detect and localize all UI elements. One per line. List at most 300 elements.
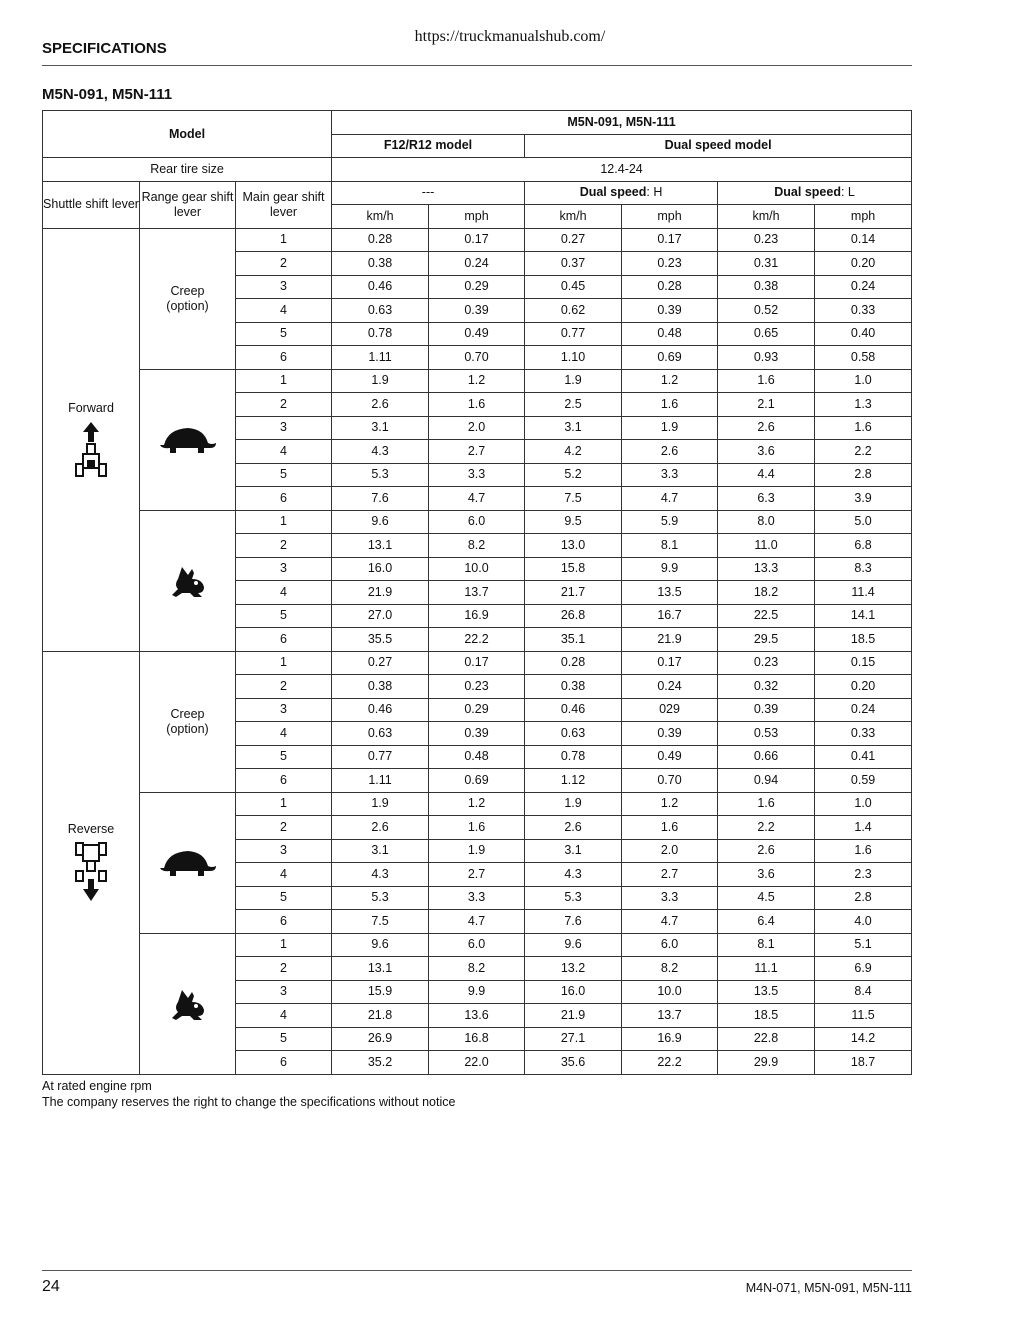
gear-number-cell: 3 bbox=[236, 275, 332, 299]
dual-l-kmh-cell: 2.6 bbox=[718, 839, 815, 863]
dual-h-mph-cell: 3.3 bbox=[622, 463, 718, 487]
f12-kmh-cell: 3.1 bbox=[332, 839, 429, 863]
gear-number-cell: 4 bbox=[236, 440, 332, 464]
f12-mph-cell: 16.8 bbox=[429, 1027, 525, 1051]
dual-h-kmh-cell: 0.63 bbox=[525, 722, 622, 746]
dual-l-kmh-cell: 11.1 bbox=[718, 957, 815, 981]
header-divider bbox=[42, 65, 912, 66]
dual-speed-h-header bbox=[525, 181, 718, 205]
unit-kmh: km/h bbox=[718, 205, 815, 229]
dual-l-kmh-cell: 18.2 bbox=[718, 581, 815, 605]
gear-number-cell: 5 bbox=[236, 604, 332, 628]
f12-mph-cell: 9.9 bbox=[429, 980, 525, 1004]
f12-kmh-cell: 13.1 bbox=[332, 957, 429, 981]
dual-l-mph-cell: 0.58 bbox=[815, 346, 912, 370]
gear-number-cell: 5 bbox=[236, 322, 332, 346]
f12-mph-cell: 0.39 bbox=[429, 722, 525, 746]
unit-mph: mph bbox=[622, 205, 718, 229]
dual-h-kmh-cell: 0.27 bbox=[525, 228, 622, 252]
dual-l-kmh-cell: 13.3 bbox=[718, 557, 815, 581]
dual-speed-h-suffix: : H bbox=[646, 185, 663, 200]
dual-l-mph-cell: 2.8 bbox=[815, 886, 912, 910]
dual-l-mph-cell: 0.20 bbox=[815, 252, 912, 276]
f12-mph-cell: 6.0 bbox=[429, 933, 525, 957]
dual-l-mph-cell: 1.4 bbox=[815, 816, 912, 840]
f12-mph-cell: 0.48 bbox=[429, 745, 525, 769]
dual-l-mph-cell: 0.59 bbox=[815, 769, 912, 793]
main-gear-shift-lever-header: Main gear shift lever bbox=[236, 181, 332, 228]
dual-speed-h-bold: Dual speed bbox=[579, 185, 647, 200]
f12-mph-cell: 3.3 bbox=[429, 463, 525, 487]
f12-kmh-cell: 2.6 bbox=[332, 393, 429, 417]
table-row bbox=[43, 510, 912, 534]
f12-kmh-cell: 0.77 bbox=[332, 745, 429, 769]
dual-h-kmh-cell: 4.3 bbox=[525, 863, 622, 887]
dual-h-kmh-cell: 1.10 bbox=[525, 346, 622, 370]
dual-h-kmh-cell: 0.38 bbox=[525, 675, 622, 699]
dual-l-kmh-cell: 6.4 bbox=[718, 910, 815, 934]
model-value: M5N-091, M5N-111 bbox=[332, 111, 912, 135]
f12-mph-cell: 6.0 bbox=[429, 510, 525, 534]
dual-h-kmh-cell: 0.77 bbox=[525, 322, 622, 346]
f12-mph-cell: 22.0 bbox=[429, 1051, 525, 1075]
turtle-icon bbox=[158, 425, 218, 455]
dual-h-mph-cell: 029 bbox=[622, 698, 718, 722]
f12-kmh-cell: 7.5 bbox=[332, 910, 429, 934]
f12-mph-cell: 16.9 bbox=[429, 604, 525, 628]
reverse-label: Reverse bbox=[67, 822, 115, 836]
f12-kmh-cell: 9.6 bbox=[332, 510, 429, 534]
dual-l-kmh-cell: 2.2 bbox=[718, 816, 815, 840]
gear-number-cell: 3 bbox=[236, 416, 332, 440]
dual-l-mph-cell: 18.7 bbox=[815, 1051, 912, 1075]
shuttle-shift-lever-header: Shuttle shift lever bbox=[43, 181, 140, 228]
gear-number-cell: 3 bbox=[236, 557, 332, 581]
reverse-range-creep-cell bbox=[140, 651, 236, 792]
gear-number-cell: 1 bbox=[236, 933, 332, 957]
forward-range-creep-cell bbox=[140, 228, 236, 369]
f12-mph-cell: 8.2 bbox=[429, 957, 525, 981]
section-title: SPECIFICATIONS bbox=[42, 40, 167, 57]
f12-mph-cell: 0.70 bbox=[429, 346, 525, 370]
dual-h-kmh-cell: 7.6 bbox=[525, 910, 622, 934]
dual-h-mph-cell: 0.28 bbox=[622, 275, 718, 299]
dual-l-mph-cell: 11.5 bbox=[815, 1004, 912, 1028]
gear-number-cell: 1 bbox=[236, 510, 332, 534]
f12-kmh-cell: 1.9 bbox=[332, 792, 429, 816]
dual-l-kmh-cell: 0.65 bbox=[718, 322, 815, 346]
dual-l-mph-cell: 4.0 bbox=[815, 910, 912, 934]
dual-h-kmh-cell: 16.0 bbox=[525, 980, 622, 1004]
dual-l-mph-cell: 0.33 bbox=[815, 722, 912, 746]
footer-models: M4N-071, M5N-091, M5N-111 bbox=[745, 1281, 912, 1295]
dual-h-mph-cell: 5.9 bbox=[622, 510, 718, 534]
forward-range-high-cell bbox=[140, 510, 236, 651]
gear-number-cell: 2 bbox=[236, 393, 332, 417]
gear-number-cell: 4 bbox=[236, 299, 332, 323]
dual-h-kmh-cell: 0.28 bbox=[525, 651, 622, 675]
f12-kmh-cell: 0.63 bbox=[332, 299, 429, 323]
dual-l-mph-cell: 0.24 bbox=[815, 275, 912, 299]
tractor-forward-icon bbox=[74, 420, 108, 478]
gear-number-cell: 3 bbox=[236, 980, 332, 1004]
dual-h-kmh-cell: 26.8 bbox=[525, 604, 622, 628]
gear-number-cell: 5 bbox=[236, 886, 332, 910]
dual-h-kmh-cell: 0.45 bbox=[525, 275, 622, 299]
f12-kmh-cell: 16.0 bbox=[332, 557, 429, 581]
f12-kmh-cell: 0.38 bbox=[332, 252, 429, 276]
f12-mph-cell: 1.2 bbox=[429, 792, 525, 816]
f12-mph-cell: 2.7 bbox=[429, 440, 525, 464]
note-rated-rpm: At rated engine rpm bbox=[42, 1079, 152, 1093]
forward-direction-cell bbox=[43, 228, 140, 651]
gear-number-cell: 1 bbox=[236, 228, 332, 252]
dual-l-mph-cell: 8.3 bbox=[815, 557, 912, 581]
dual-h-mph-cell: 0.48 bbox=[622, 322, 718, 346]
table-row bbox=[43, 369, 912, 393]
dual-l-kmh-cell: 0.31 bbox=[718, 252, 815, 276]
rear-tire-value: 12.4-24 bbox=[332, 158, 912, 182]
f12-kmh-cell: 0.27 bbox=[332, 651, 429, 675]
dual-h-mph-cell: 1.6 bbox=[622, 393, 718, 417]
gear-number-cell: 4 bbox=[236, 863, 332, 887]
f12-kmh-cell: 9.6 bbox=[332, 933, 429, 957]
dual-h-kmh-cell: 4.2 bbox=[525, 440, 622, 464]
f12-kmh-cell: 26.9 bbox=[332, 1027, 429, 1051]
dual-l-kmh-cell: 0.39 bbox=[718, 698, 815, 722]
dual-h-kmh-cell: 0.37 bbox=[525, 252, 622, 276]
f12-mph-cell: 1.6 bbox=[429, 816, 525, 840]
dual-l-kmh-cell: 0.38 bbox=[718, 275, 815, 299]
dual-l-mph-cell: 3.9 bbox=[815, 487, 912, 511]
f12-kmh-cell: 0.28 bbox=[332, 228, 429, 252]
notes bbox=[42, 1078, 455, 1110]
f12-mph-cell: 3.3 bbox=[429, 886, 525, 910]
dual-h-mph-cell: 2.6 bbox=[622, 440, 718, 464]
dual-l-mph-cell: 18.5 bbox=[815, 628, 912, 652]
f12-kmh-cell: 1.9 bbox=[332, 369, 429, 393]
dual-l-mph-cell: 5.0 bbox=[815, 510, 912, 534]
dual-h-mph-cell: 22.2 bbox=[622, 1051, 718, 1075]
rabbit-icon bbox=[168, 986, 208, 1022]
dual-h-kmh-cell: 27.1 bbox=[525, 1027, 622, 1051]
dual-l-kmh-cell: 3.6 bbox=[718, 863, 815, 887]
dual-speed-l-bold: Dual speed bbox=[774, 185, 841, 200]
dual-l-mph-cell: 5.1 bbox=[815, 933, 912, 957]
dual-l-kmh-cell: 4.4 bbox=[718, 463, 815, 487]
f12-kmh-cell: 1.11 bbox=[332, 769, 429, 793]
f12-mph-cell: 1.6 bbox=[429, 393, 525, 417]
dual-h-mph-cell: 2.7 bbox=[622, 863, 718, 887]
gear-number-cell: 2 bbox=[236, 252, 332, 276]
f12-mph-cell: 1.9 bbox=[429, 839, 525, 863]
dual-h-kmh-cell: 7.5 bbox=[525, 487, 622, 511]
speed-rows bbox=[43, 228, 912, 1074]
dual-h-mph-cell: 21.9 bbox=[622, 628, 718, 652]
unit-mph: mph bbox=[429, 205, 525, 229]
dual-l-mph-cell: 0.14 bbox=[815, 228, 912, 252]
unit-mph: mph bbox=[815, 205, 912, 229]
f12-mph-cell: 0.69 bbox=[429, 769, 525, 793]
gear-number-cell: 3 bbox=[236, 698, 332, 722]
dual-h-mph-cell: 1.6 bbox=[622, 816, 718, 840]
dual-h-kmh-cell: 5.3 bbox=[525, 886, 622, 910]
f12-kmh-cell: 21.9 bbox=[332, 581, 429, 605]
f12-mph-cell: 13.6 bbox=[429, 1004, 525, 1028]
dual-h-kmh-cell: 1.12 bbox=[525, 769, 622, 793]
gear-number-cell: 5 bbox=[236, 463, 332, 487]
dual-speed-l-suffix: : L bbox=[840, 185, 855, 200]
dual-h-kmh-cell: 9.6 bbox=[525, 933, 622, 957]
gear-number-cell: 2 bbox=[236, 534, 332, 558]
f12-speed-header: --- bbox=[332, 181, 525, 205]
dual-h-mph-cell: 13.5 bbox=[622, 581, 718, 605]
dual-h-kmh-cell: 3.1 bbox=[525, 839, 622, 863]
f12-mph-cell: 2.0 bbox=[429, 416, 525, 440]
dual-h-mph-cell: 16.9 bbox=[622, 1027, 718, 1051]
dual-h-kmh-cell: 13.2 bbox=[525, 957, 622, 981]
model-label: Model bbox=[43, 111, 332, 158]
f12-kmh-cell: 15.9 bbox=[332, 980, 429, 1004]
gear-number-cell: 6 bbox=[236, 910, 332, 934]
gear-number-cell: 6 bbox=[236, 628, 332, 652]
dual-l-mph-cell: 2.3 bbox=[815, 863, 912, 887]
f12-mph-cell: 22.2 bbox=[429, 628, 525, 652]
dual-l-kmh-cell: 0.94 bbox=[718, 769, 815, 793]
dual-h-kmh-cell: 35.1 bbox=[525, 628, 622, 652]
dual-l-mph-cell: 6.8 bbox=[815, 534, 912, 558]
f12-mph-cell: 0.17 bbox=[429, 228, 525, 252]
dual-h-mph-cell: 16.7 bbox=[622, 604, 718, 628]
dual-h-kmh-cell: 0.46 bbox=[525, 698, 622, 722]
f12-mph-cell: 0.39 bbox=[429, 299, 525, 323]
dual-h-mph-cell: 13.7 bbox=[622, 1004, 718, 1028]
dual-h-kmh-cell: 13.0 bbox=[525, 534, 622, 558]
dual-h-kmh-cell: 0.62 bbox=[525, 299, 622, 323]
dual-l-kmh-cell: 0.52 bbox=[718, 299, 815, 323]
creep-label: Creep bbox=[170, 283, 205, 298]
f12-mph-cell: 13.7 bbox=[429, 581, 525, 605]
f12-kmh-cell: 0.63 bbox=[332, 722, 429, 746]
forward-range-low-cell bbox=[140, 369, 236, 510]
source-url: https://truckmanualshub.com/ bbox=[414, 28, 606, 45]
f12-mph-cell: 0.23 bbox=[429, 675, 525, 699]
dual-l-mph-cell: 0.40 bbox=[815, 322, 912, 346]
gear-number-cell: 4 bbox=[236, 722, 332, 746]
dual-l-kmh-cell: 2.1 bbox=[718, 393, 815, 417]
dual-h-kmh-cell: 1.9 bbox=[525, 792, 622, 816]
f12-mph-cell: 8.2 bbox=[429, 534, 525, 558]
dual-h-mph-cell: 6.0 bbox=[622, 933, 718, 957]
reverse-direction-cell bbox=[43, 651, 140, 1074]
f12-kmh-cell: 0.78 bbox=[332, 322, 429, 346]
f12-kmh-cell: 27.0 bbox=[332, 604, 429, 628]
f12-mph-cell: 0.49 bbox=[429, 322, 525, 346]
dual-l-mph-cell: 14.1 bbox=[815, 604, 912, 628]
dual-l-mph-cell: 1.0 bbox=[815, 792, 912, 816]
f12-kmh-cell: 3.1 bbox=[332, 416, 429, 440]
f12-kmh-cell: 4.3 bbox=[332, 440, 429, 464]
table-row bbox=[43, 792, 912, 816]
page-number: 24 bbox=[42, 1278, 60, 1295]
dual-h-mph-cell: 0.69 bbox=[622, 346, 718, 370]
f12-kmh-cell: 35.2 bbox=[332, 1051, 429, 1075]
dual-h-mph-cell: 0.49 bbox=[622, 745, 718, 769]
f12-mph-cell: 0.29 bbox=[429, 698, 525, 722]
f12-mph-cell: 2.7 bbox=[429, 863, 525, 887]
dual-h-mph-cell: 0.23 bbox=[622, 252, 718, 276]
dual-l-mph-cell: 11.4 bbox=[815, 581, 912, 605]
dual-h-kmh-cell: 35.6 bbox=[525, 1051, 622, 1075]
f12-model-header: F12/R12 model bbox=[332, 134, 525, 158]
dual-h-kmh-cell: 21.7 bbox=[525, 581, 622, 605]
dual-h-kmh-cell: 15.8 bbox=[525, 557, 622, 581]
dual-l-mph-cell: 1.6 bbox=[815, 416, 912, 440]
dual-h-kmh-cell: 5.2 bbox=[525, 463, 622, 487]
dual-l-kmh-cell: 1.6 bbox=[718, 792, 815, 816]
dual-h-kmh-cell: 2.5 bbox=[525, 393, 622, 417]
f12-kmh-cell: 0.46 bbox=[332, 698, 429, 722]
f12-mph-cell: 0.24 bbox=[429, 252, 525, 276]
model-heading: M5N-091, M5N-111 bbox=[42, 86, 173, 103]
reverse-range-high-cell bbox=[140, 933, 236, 1074]
dual-h-mph-cell: 0.39 bbox=[622, 722, 718, 746]
dual-h-mph-cell: 0.17 bbox=[622, 228, 718, 252]
gear-number-cell: 1 bbox=[236, 792, 332, 816]
forward-label: Forward bbox=[68, 401, 114, 415]
dual-h-mph-cell: 0.39 bbox=[622, 299, 718, 323]
gear-number-cell: 6 bbox=[236, 346, 332, 370]
table-row bbox=[43, 228, 912, 252]
dual-h-mph-cell: 8.1 bbox=[622, 534, 718, 558]
dual-speed-model-header: Dual speed model bbox=[525, 134, 912, 158]
dual-l-kmh-cell: 29.5 bbox=[718, 628, 815, 652]
gear-number-cell: 4 bbox=[236, 581, 332, 605]
reverse-range-low-cell bbox=[140, 792, 236, 933]
dual-l-mph-cell: 0.33 bbox=[815, 299, 912, 323]
f12-mph-cell: 1.2 bbox=[429, 369, 525, 393]
dual-l-kmh-cell: 3.6 bbox=[718, 440, 815, 464]
dual-h-kmh-cell: 2.6 bbox=[525, 816, 622, 840]
dual-l-kmh-cell: 8.0 bbox=[718, 510, 815, 534]
footer-divider bbox=[42, 1270, 912, 1271]
f12-kmh-cell: 0.46 bbox=[332, 275, 429, 299]
dual-l-mph-cell: 14.2 bbox=[815, 1027, 912, 1051]
dual-l-mph-cell: 2.8 bbox=[815, 463, 912, 487]
f12-mph-cell: 0.17 bbox=[429, 651, 525, 675]
f12-kmh-cell: 5.3 bbox=[332, 463, 429, 487]
dual-l-mph-cell: 1.0 bbox=[815, 369, 912, 393]
gear-number-cell: 2 bbox=[236, 957, 332, 981]
dual-l-kmh-cell: 8.1 bbox=[718, 933, 815, 957]
dual-h-mph-cell: 4.7 bbox=[622, 487, 718, 511]
gear-number-cell: 2 bbox=[236, 816, 332, 840]
gear-number-cell: 4 bbox=[236, 1004, 332, 1028]
dual-l-kmh-cell: 29.9 bbox=[718, 1051, 815, 1075]
range-gear-shift-lever-header: Range gear shift lever bbox=[140, 181, 236, 228]
f12-kmh-cell: 0.38 bbox=[332, 675, 429, 699]
dual-h-kmh-cell: 9.5 bbox=[525, 510, 622, 534]
dual-h-mph-cell: 0.17 bbox=[622, 651, 718, 675]
dual-h-mph-cell: 10.0 bbox=[622, 980, 718, 1004]
dual-l-kmh-cell: 0.53 bbox=[718, 722, 815, 746]
gear-number-cell: 6 bbox=[236, 1051, 332, 1075]
dual-h-mph-cell: 1.2 bbox=[622, 369, 718, 393]
dual-h-mph-cell: 0.24 bbox=[622, 675, 718, 699]
f12-kmh-cell: 13.1 bbox=[332, 534, 429, 558]
dual-h-mph-cell: 2.0 bbox=[622, 839, 718, 863]
f12-mph-cell: 4.7 bbox=[429, 487, 525, 511]
dual-l-mph-cell: 2.2 bbox=[815, 440, 912, 464]
gear-number-cell: 6 bbox=[236, 487, 332, 511]
dual-h-mph-cell: 3.3 bbox=[622, 886, 718, 910]
dual-l-kmh-cell: 2.6 bbox=[718, 416, 815, 440]
dual-h-kmh-cell: 1.9 bbox=[525, 369, 622, 393]
dual-h-mph-cell: 8.2 bbox=[622, 957, 718, 981]
f12-mph-cell: 0.29 bbox=[429, 275, 525, 299]
table-row bbox=[43, 933, 912, 957]
dual-h-mph-cell: 0.70 bbox=[622, 769, 718, 793]
dual-l-mph-cell: 8.4 bbox=[815, 980, 912, 1004]
table-row bbox=[43, 651, 912, 675]
f12-mph-cell: 10.0 bbox=[429, 557, 525, 581]
dual-l-kmh-cell: 18.5 bbox=[718, 1004, 815, 1028]
dual-h-mph-cell: 1.2 bbox=[622, 792, 718, 816]
dual-l-kmh-cell: 22.8 bbox=[718, 1027, 815, 1051]
dual-l-kmh-cell: 0.93 bbox=[718, 346, 815, 370]
speed-spec-table bbox=[42, 110, 912, 1075]
gear-number-cell: 5 bbox=[236, 745, 332, 769]
dual-l-kmh-cell: 0.32 bbox=[718, 675, 815, 699]
f12-kmh-cell: 2.6 bbox=[332, 816, 429, 840]
dual-l-kmh-cell: 0.23 bbox=[718, 228, 815, 252]
dual-l-mph-cell: 0.20 bbox=[815, 675, 912, 699]
f12-kmh-cell: 4.3 bbox=[332, 863, 429, 887]
dual-h-kmh-cell: 0.78 bbox=[525, 745, 622, 769]
f12-kmh-cell: 1.11 bbox=[332, 346, 429, 370]
dual-h-mph-cell: 1.9 bbox=[622, 416, 718, 440]
gear-number-cell: 5 bbox=[236, 1027, 332, 1051]
dual-l-mph-cell: 0.41 bbox=[815, 745, 912, 769]
f12-kmh-cell: 5.3 bbox=[332, 886, 429, 910]
dual-l-mph-cell: 1.3 bbox=[815, 393, 912, 417]
tractor-reverse-icon bbox=[74, 841, 108, 903]
note-disclaimer: The company reserves the right to change the specifications without notice bbox=[42, 1095, 456, 1109]
dual-l-kmh-cell: 22.5 bbox=[718, 604, 815, 628]
gear-number-cell: 1 bbox=[236, 651, 332, 675]
dual-l-mph-cell: 6.9 bbox=[815, 957, 912, 981]
rabbit-icon bbox=[168, 563, 208, 599]
dual-l-mph-cell: 1.6 bbox=[815, 839, 912, 863]
rear-tire-label: Rear tire size bbox=[43, 158, 332, 182]
f12-kmh-cell: 7.6 bbox=[332, 487, 429, 511]
dual-h-kmh-cell: 3.1 bbox=[525, 416, 622, 440]
dual-l-mph-cell: 0.24 bbox=[815, 698, 912, 722]
f12-mph-cell: 4.7 bbox=[429, 910, 525, 934]
gear-number-cell: 1 bbox=[236, 369, 332, 393]
dual-l-kmh-cell: 4.5 bbox=[718, 886, 815, 910]
dual-l-mph-cell: 0.15 bbox=[815, 651, 912, 675]
unit-kmh: km/h bbox=[332, 205, 429, 229]
gear-number-cell: 2 bbox=[236, 675, 332, 699]
unit-kmh: km/h bbox=[525, 205, 622, 229]
dual-speed-l-header bbox=[718, 181, 912, 205]
dual-l-kmh-cell: 0.66 bbox=[718, 745, 815, 769]
dual-l-kmh-cell: 1.6 bbox=[718, 369, 815, 393]
gear-number-cell: 3 bbox=[236, 839, 332, 863]
dual-l-kmh-cell: 6.3 bbox=[718, 487, 815, 511]
f12-kmh-cell: 21.8 bbox=[332, 1004, 429, 1028]
